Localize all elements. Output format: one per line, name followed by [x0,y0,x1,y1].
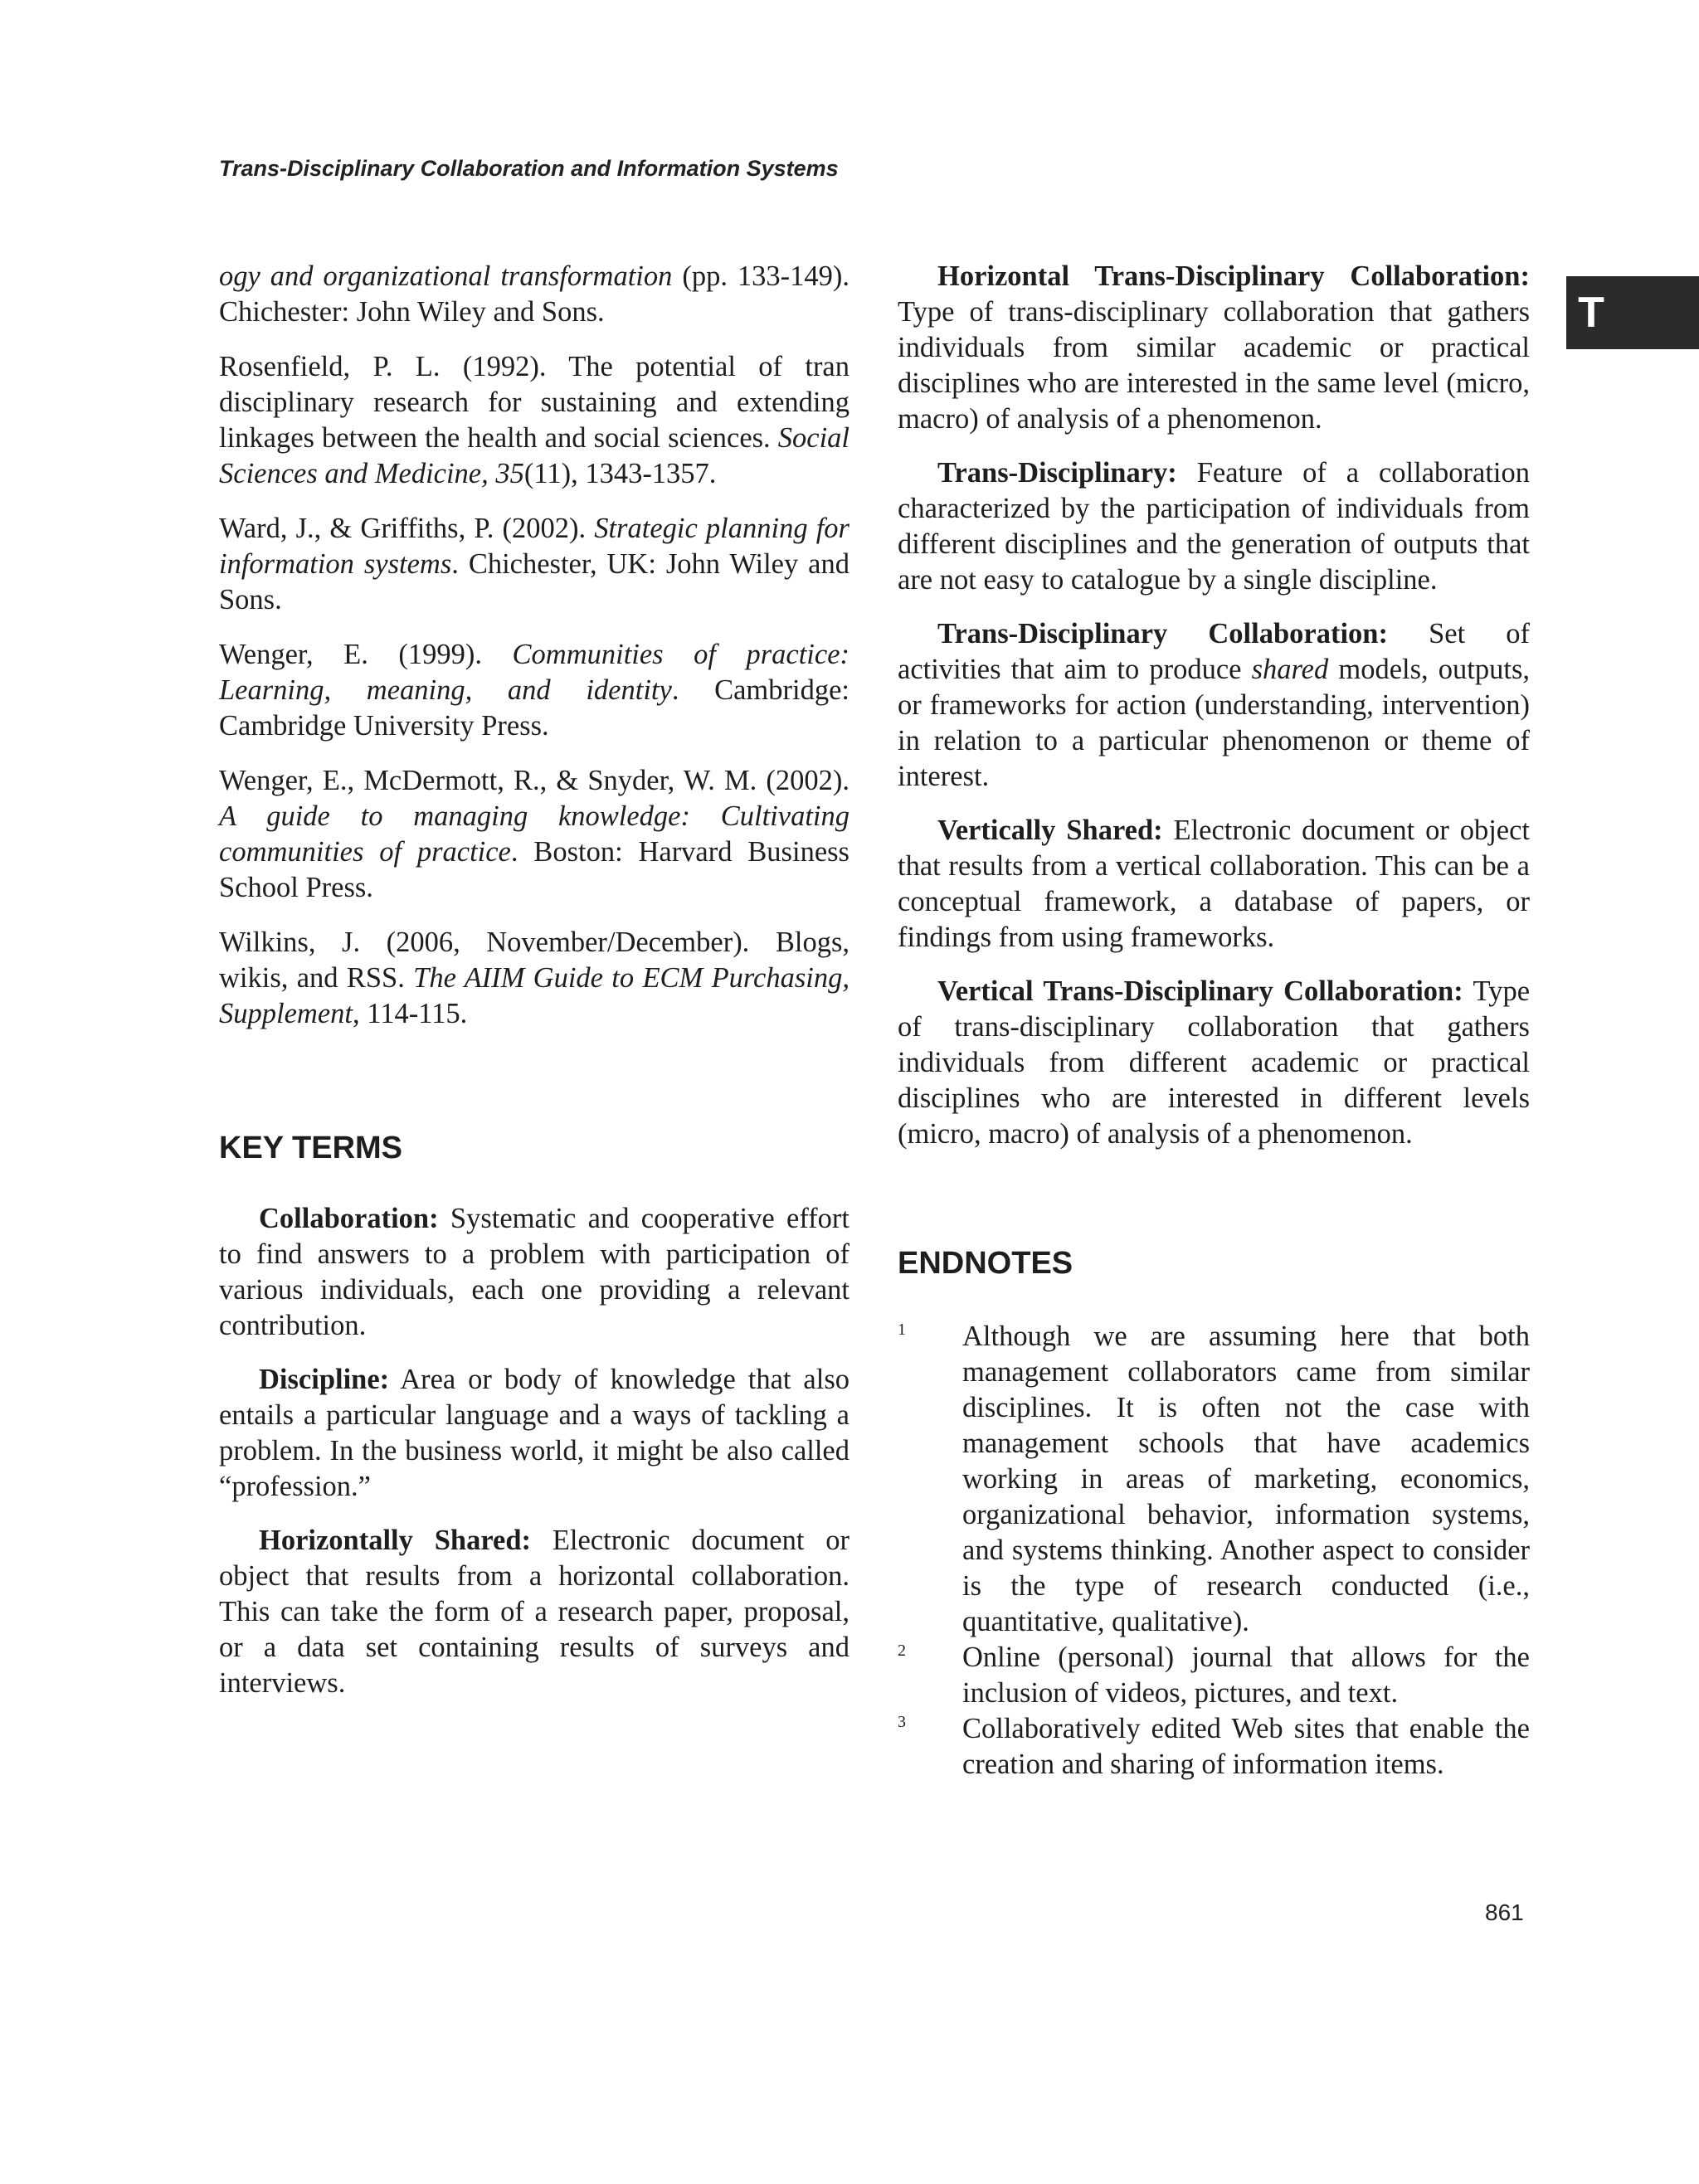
key-term-label: Vertical Trans-Disciplinary Collaboration: [937,975,1463,1007]
page-number: 861 [1485,1899,1524,1925]
key-term-definition-italic: shared [1251,654,1329,685]
key-term-entry [219,1523,850,1701]
key-term-entry [898,455,1530,598]
key-term-label: Trans-Disciplinary Collaboration: [937,618,1388,649]
reference-text: (pp. 133-149). Chichester: John Wiley and Sons. [219,260,850,328]
reference-text-italic: ogy and organizational transformation [219,260,673,292]
endnote-text: Collaboratively edited Web sites that enable the creation and sharing of information items. [962,1713,1530,1780]
reference-text-italic: Strategic planning for information systems [219,513,850,580]
key-term-definition: Area or body of knowledge that also entails a particular language and a ways of tackling a problem. In the business world, it might be also called “profession.” [219,1364,850,1502]
endnotes-heading: ENDNOTES [898,1246,1073,1281]
key-term-definition: Electronic document or object that results from a horizontal collaboration. This can take the form of a research paper, proposal, or a data set containing results of surveys and interviews. [219,1525,850,1699]
reference-entry [219,637,850,744]
references-list [219,259,850,1032]
right-column [898,259,1530,1783]
key-term-label: Discipline: [259,1364,390,1395]
endnote-text: Online (personal) journal that allows for the inclusion of videos, pictures, and text. [962,1642,1530,1709]
key-term-entry [898,974,1530,1152]
key-term-definition: Set of activities that aim to produce [898,618,1530,685]
reference-text: . Chichester, UK: John Wiley and Sons. [219,548,850,615]
key-terms-heading: KEY TERMS [219,1131,403,1165]
key-term-definition: Feature of a collaboration characterized by the participation of individuals from different disciplines and the generation of outputs that are not easy to catalogue by a single discipline. [898,457,1530,596]
reference-text-italic: Communities of practice: Learning, meaning, and identity [219,639,850,706]
key-term-label: Collaboration: [259,1203,439,1234]
reference-text: . Boston: Harvard Business School Press. [219,836,850,903]
thumb-tab-letter: T [1578,289,1604,337]
left-column [219,259,850,1719]
section-thumb-tab [1566,276,1699,349]
reference-entry [219,763,850,906]
reference-text: Rosenfield, P. L. (1992). The potential of tran disciplinary research for sustaining and extending linkages between the health and social sciences. [219,351,850,454]
reference-text: (11), 1343-1357. [523,458,717,489]
reference-text: Ward, J., & Griffiths, P. (2002). [219,513,595,544]
key-term-definition: Systematic and cooperative effort to find answers to a problem with participation of various individuals, each one providing a relevant contribution. [219,1203,850,1341]
reference-text: Wilkins, J. (2006, November/December). Blogs, wikis, and RSS. [219,927,850,994]
reference-text: , 114-115. [352,998,468,1029]
reference-entry [219,511,850,618]
key-term-label: Trans-Disciplinary: [937,457,1177,489]
key-term-definition: Type of trans-disciplinary collaboration that gathers individuals from similar academic or practical disciplines who are interested in the same level (micro, macro) of analysis of a phenomenon. [898,296,1530,435]
key-term-entry [219,1201,850,1344]
key-term-entry [898,813,1530,956]
endnote-item [898,1711,1530,1783]
key-term-definition: Electronic document or object that results from a vertical collaboration. This can be a conceptual framework, a database of papers, or findings from using frameworks. [898,815,1530,953]
reference-text: . Cambridge: Cambridge University Press. [219,674,850,742]
key-term-entry [898,259,1530,437]
running-head: Trans-Disciplinary Collaboration and Information Systems [219,156,839,181]
endnote-number: 3 [898,1713,906,1731]
reference-text-italic: The AIIM Guide to ECM Purchasing, Supplement [219,962,850,1029]
endnote-number: 1 [898,1321,906,1339]
reference-text-italic: A guide to managing knowledge: Cultivating communities of practice [219,800,850,868]
key-term-entry [898,616,1530,795]
endnote-text: Although we are assuming here that both management collaborators came from similar disciplines. It is often not the case with management schools that have academics working in areas of marketing, economics, organizational behavior, information systems, and systems thinking. Another aspect to consider is the type of research conducted (i.e., quantitative, qualitative). [962,1321,1530,1637]
reference-text: Wenger, E., McDermott, R., & Snyder, W. M. (2002). [219,765,850,796]
reference-text: Wenger, E. (1999). [219,639,513,670]
key-term-label: Vertically Shared: [937,815,1163,846]
reference-text-italic: Social Sciences and Medicine, 35 [219,422,850,489]
reference-entry [219,259,850,330]
key-term-entry [219,1362,850,1505]
key-term-definition: Type of trans-disciplinary collaboration that gathers individuals from different academic or practical disciplines who are interested in different levels (micro, macro) of analysis of a phenomenon. [898,975,1531,1150]
endnote-item [898,1319,1530,1640]
key-term-definition: models, outputs, or frameworks for action (understanding, intervention) in relation to a particular phenomenon or theme of interest. [898,654,1530,792]
reference-entry [219,925,850,1032]
key-term-label: Horizontal Trans-Disciplinary Collaboration: [937,260,1530,292]
key-term-label: Horizontally Shared: [259,1525,532,1556]
reference-entry [219,349,850,492]
endnote-number: 2 [898,1642,906,1660]
endnote-item [898,1640,1530,1711]
